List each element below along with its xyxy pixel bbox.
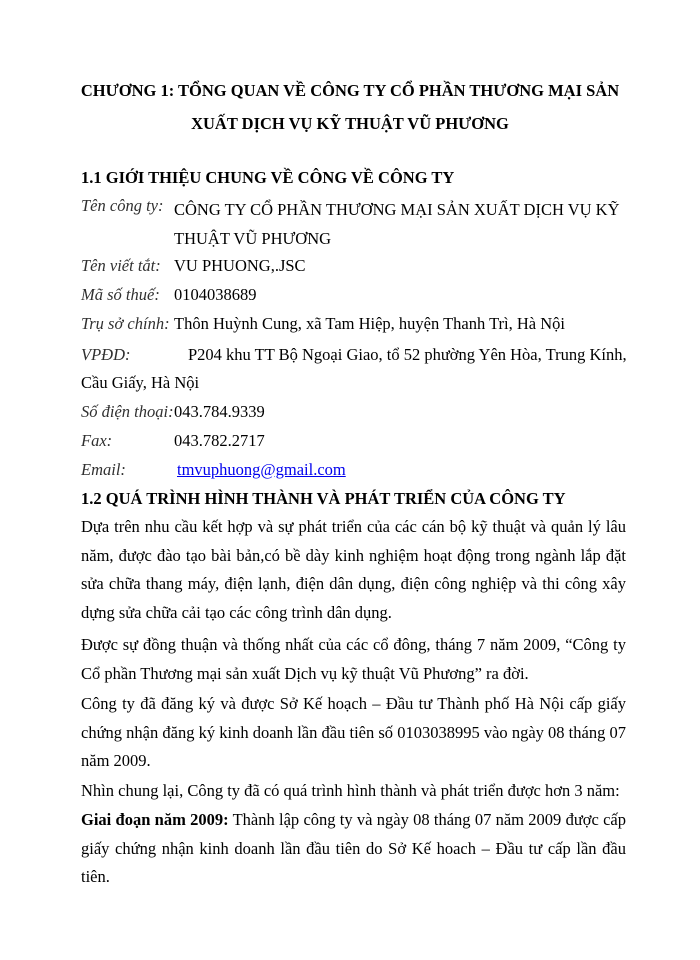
tax-code-label: Mã số thuế: — [81, 285, 160, 304]
paragraph-founding-basis: Dựa trên nhu cầu kết hợp và sự phát triển của các cán bộ kỹ thuật và quản lý lâu năm, được đào tạo bài bản,có bề dày kinh nghiệm hoạt động trong ngành lắp đặt sửa chữa thang máy, điện lạnh, điện dân dụng, điện công nghiệp và thi công xây dựng sửa chữa cải tạo các công trình dân dụng. — [81, 517, 626, 622]
rep-office-value-line-1: P204 khu TT Bộ Ngoại Giao, tổ 52 phường Yên Hòa, Trung Kính, — [188, 345, 627, 364]
stage-2009-text: Thành lập công ty và ngày 08 tháng 07 năm 2009 được cấp giấy chứng nhận kinh doanh lần đầu tiên do Sở Kế hoach – Đầu tư cấp lần đầu tiên. — [81, 810, 626, 886]
rep-office-row — [81, 345, 641, 365]
short-name-value: VU PHUONG,.JSC — [174, 256, 306, 275]
short-name-label: Tên viết tắt: — [81, 256, 161, 275]
stage-2009-label: Giai đoạn năm 2009: — [81, 810, 229, 829]
chapter-title-line-2: XUẤT DỊCH VỤ KỸ THUẬT VŨ PHƯƠNG — [191, 114, 509, 133]
head-office-value: Thôn Huỳnh Cung, xã Tam Hiệp, huyện Thanh Trì, Hà Nội — [174, 314, 566, 333]
phone-value: 043.784.9339 — [174, 402, 265, 421]
head-office-row — [81, 314, 641, 334]
email-row — [81, 460, 641, 480]
paragraph-establishment: Được sự đồng thuận và thống nhất của các cổ đông, tháng 7 năm 2009, “Công ty Cổ phần Thương mại sản xuất Dịch vụ kỹ thuật Vũ Phương” ra đời. — [81, 635, 626, 683]
tax-code-row — [81, 285, 641, 305]
fax-value: 043.782.2717 — [174, 431, 265, 450]
rep-office-label: VPĐD: — [81, 345, 131, 364]
tax-code-value: 0104038689 — [174, 285, 257, 304]
rep-office-value-line-2: Cầu Giấy, Hà Nội — [81, 373, 200, 392]
company-name-row — [81, 196, 641, 248]
paragraph-stage-2009 — [81, 806, 626, 892]
section-1-1-heading: 1.1 GIỚI THIỆU CHUNG VỀ CÔNG VỀ CÔNG TY — [81, 168, 455, 187]
paragraph-registration: Công ty đã đăng ký và được Sở Kế hoạch – Đầu tư Thành phố Hà Nội cấp giấy chứng nhận đăng ký kinh doanh lần đầu tiên số 0103038995 vào ngày 08 tháng 07 năm 2009. — [81, 694, 626, 770]
head-office-label: Trụ sở chính: — [81, 314, 170, 333]
chapter-title-line-1: CHƯƠNG 1: TỔNG QUAN VỀ CÔNG TY CỔ PHẦN THƯƠNG MẠI SẢN — [80, 81, 620, 100]
phone-label: Số điện thoại: — [81, 402, 174, 421]
paragraph-overview: Nhìn chung lại, Công ty đã có quá trình hình thành và phát triển được hơn 3 năm: — [81, 781, 620, 800]
company-name-value: CÔNG TY CỔ PHẦN THƯƠNG MẠI SẢN XUẤT DỊCH VỤ KỸ THUẬT VŨ PHƯƠNG — [174, 200, 620, 248]
fax-label: Fax: — [81, 431, 113, 450]
chapter-title — [60, 74, 640, 140]
section-1-2-heading: 1.2 QUÁ TRÌNH HÌNH THÀNH VÀ PHÁT TRIỂN CỦA CÔNG TY — [81, 489, 566, 508]
short-name-row — [81, 256, 641, 276]
fax-row — [81, 431, 641, 451]
email-link[interactable]: tmvuphuong@gmail.com — [177, 460, 346, 479]
phone-row — [81, 402, 641, 422]
company-name-label: Tên công ty: — [81, 196, 164, 215]
email-label: Email: — [81, 460, 126, 479]
rep-office-row-continued — [81, 373, 641, 393]
